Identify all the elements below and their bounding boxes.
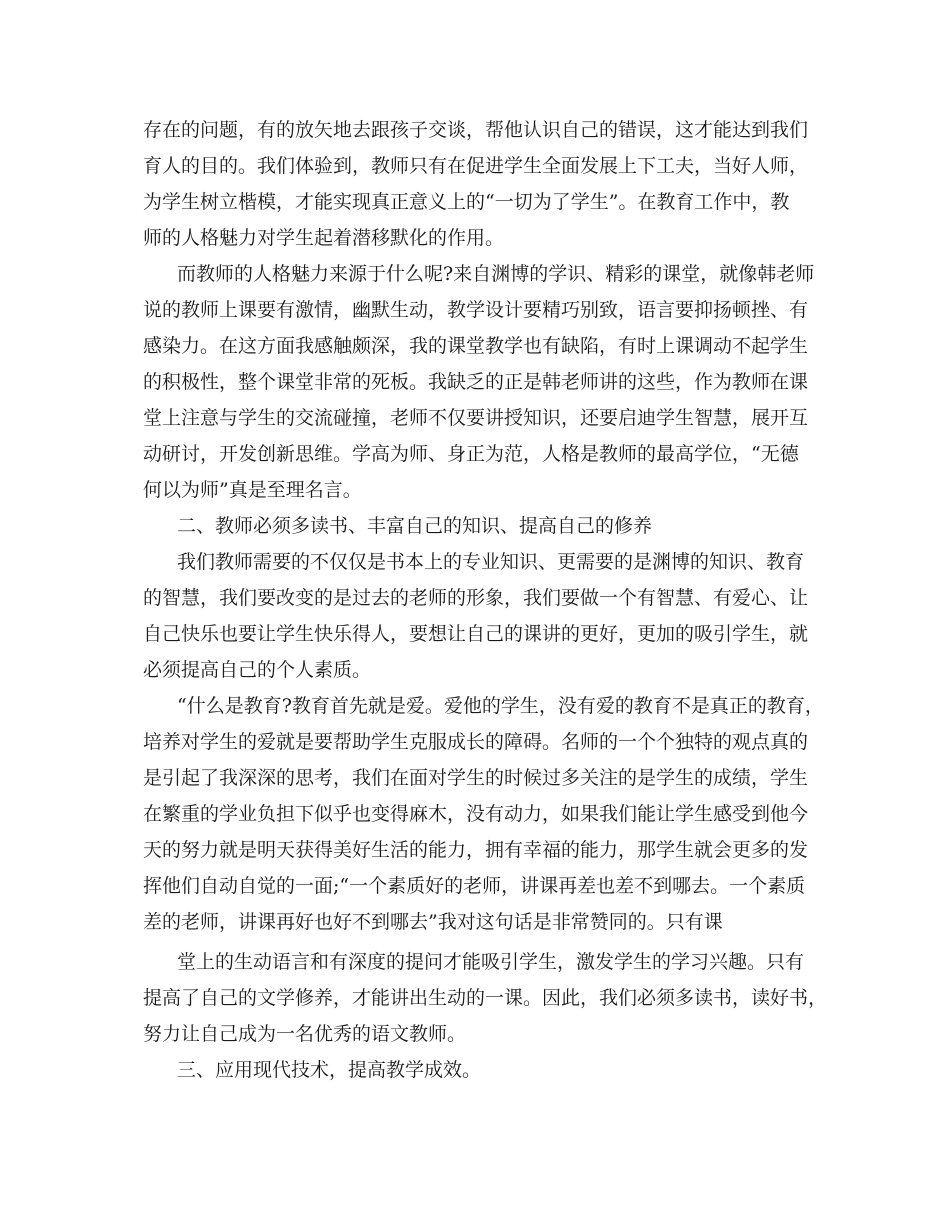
text-line: 自己快乐也要让学生快乐得人，要想让自己的课讲的更好，更加的吸引学生，就 [143, 623, 809, 645]
text-line: 存在的问题，有的放矢地去跟孩子交谈，帮他认识自己的错误，这才能达到我们 [143, 119, 809, 141]
text-line: 堂上的生动语言和有深度的提问才能吸引学生，激发学生的学习兴趣。只有 [177, 951, 805, 973]
text-line: 差的老师，讲课再好也好不到哪去”我对这句话是非常赞同的。只有课 [143, 911, 723, 933]
text-line: 为学生树立楷模，才能实现真正意义上的“一切为了学生”。在教育工作中，教 [143, 191, 790, 213]
text-line: 而教师的人格魅力来源于什么呢?来自渊博的学识、精彩的课堂，就像韩老师 [177, 263, 815, 285]
text-line: 天的努力就是明天获得美好生活的能力，拥有幸福的能力，那学生就会更多的发 [143, 839, 809, 861]
text-line: 是引起了我深深的思考，我们在面对学生的时候过多关注的是学生的成绩，学生 [143, 767, 809, 789]
text-line: 动研讨，开发创新思维。学高为师、身正为范，人格是教师的最高学位，“无德 [143, 443, 799, 465]
text-line: 努力让自己成为一名优秀的语文教师。 [143, 1023, 467, 1045]
text-line: “什么是教育?教育首先就是爱。爱他的学生，没有爱的教育不是真正的教育， [177, 695, 824, 717]
text-line: 的智慧，我们要改变的是过去的老师的形象，我们要做一个有智慧、有爱心、让 [143, 587, 809, 609]
text-line: 我们教师需要的不仅仅是书本上的专业知识、更需要的是渊博的知识、教育 [177, 551, 805, 573]
text-line: 培养对学生的爱就是要帮助学生克服成长的障碍。名师的一个个独特的观点真的 [143, 731, 809, 753]
text-line: 的积极性，整个课堂非常的死板。我缺乏的正是韩老师讲的这些，作为教师在课 [143, 371, 809, 393]
text-line: 必须提高自己的个人素质。 [143, 659, 372, 681]
section-heading: 三、应用现代技术，提高教学成效。 [177, 1059, 482, 1081]
text-line: 说的教师上课要有激情，幽默生动，教学设计要精巧别致，语言要抑扬顿挫、有 [143, 299, 809, 321]
text-line: 感染力。在这方面我感触颇深，我的课堂教学也有缺陷，有时上课调动不起学生 [143, 335, 809, 357]
text-line: 提高了自己的文学修养，才能讲出生动的一课。因此，我们必须多读书，读好书， [143, 987, 828, 1009]
text-line: 堂上注意与学生的交流碰撞，老师不仅要讲授知识，还要启迪学生智慧，展开互 [143, 407, 809, 429]
section-heading: 二、教师必须多读书、丰富自己的知识、提高自己的修养 [177, 515, 653, 537]
text-line: 育人的目的。我们体验到，教师只有在促进学生全面发展上下工夫，当好人师， [143, 155, 809, 177]
text-line: 挥他们自动自觉的一面;“一个素质好的老师，讲课再差也差不到哪去。一个素质 [143, 875, 806, 897]
text-line: 师的人格魅力对学生起着潜移默化的作用。 [143, 227, 505, 249]
text-line: 在繁重的学业负担下似乎也变得麻木，没有动力，如果我们能让学生感受到他今 [143, 803, 809, 825]
text-line: 何以为师”真是至理名言。 [143, 479, 362, 501]
